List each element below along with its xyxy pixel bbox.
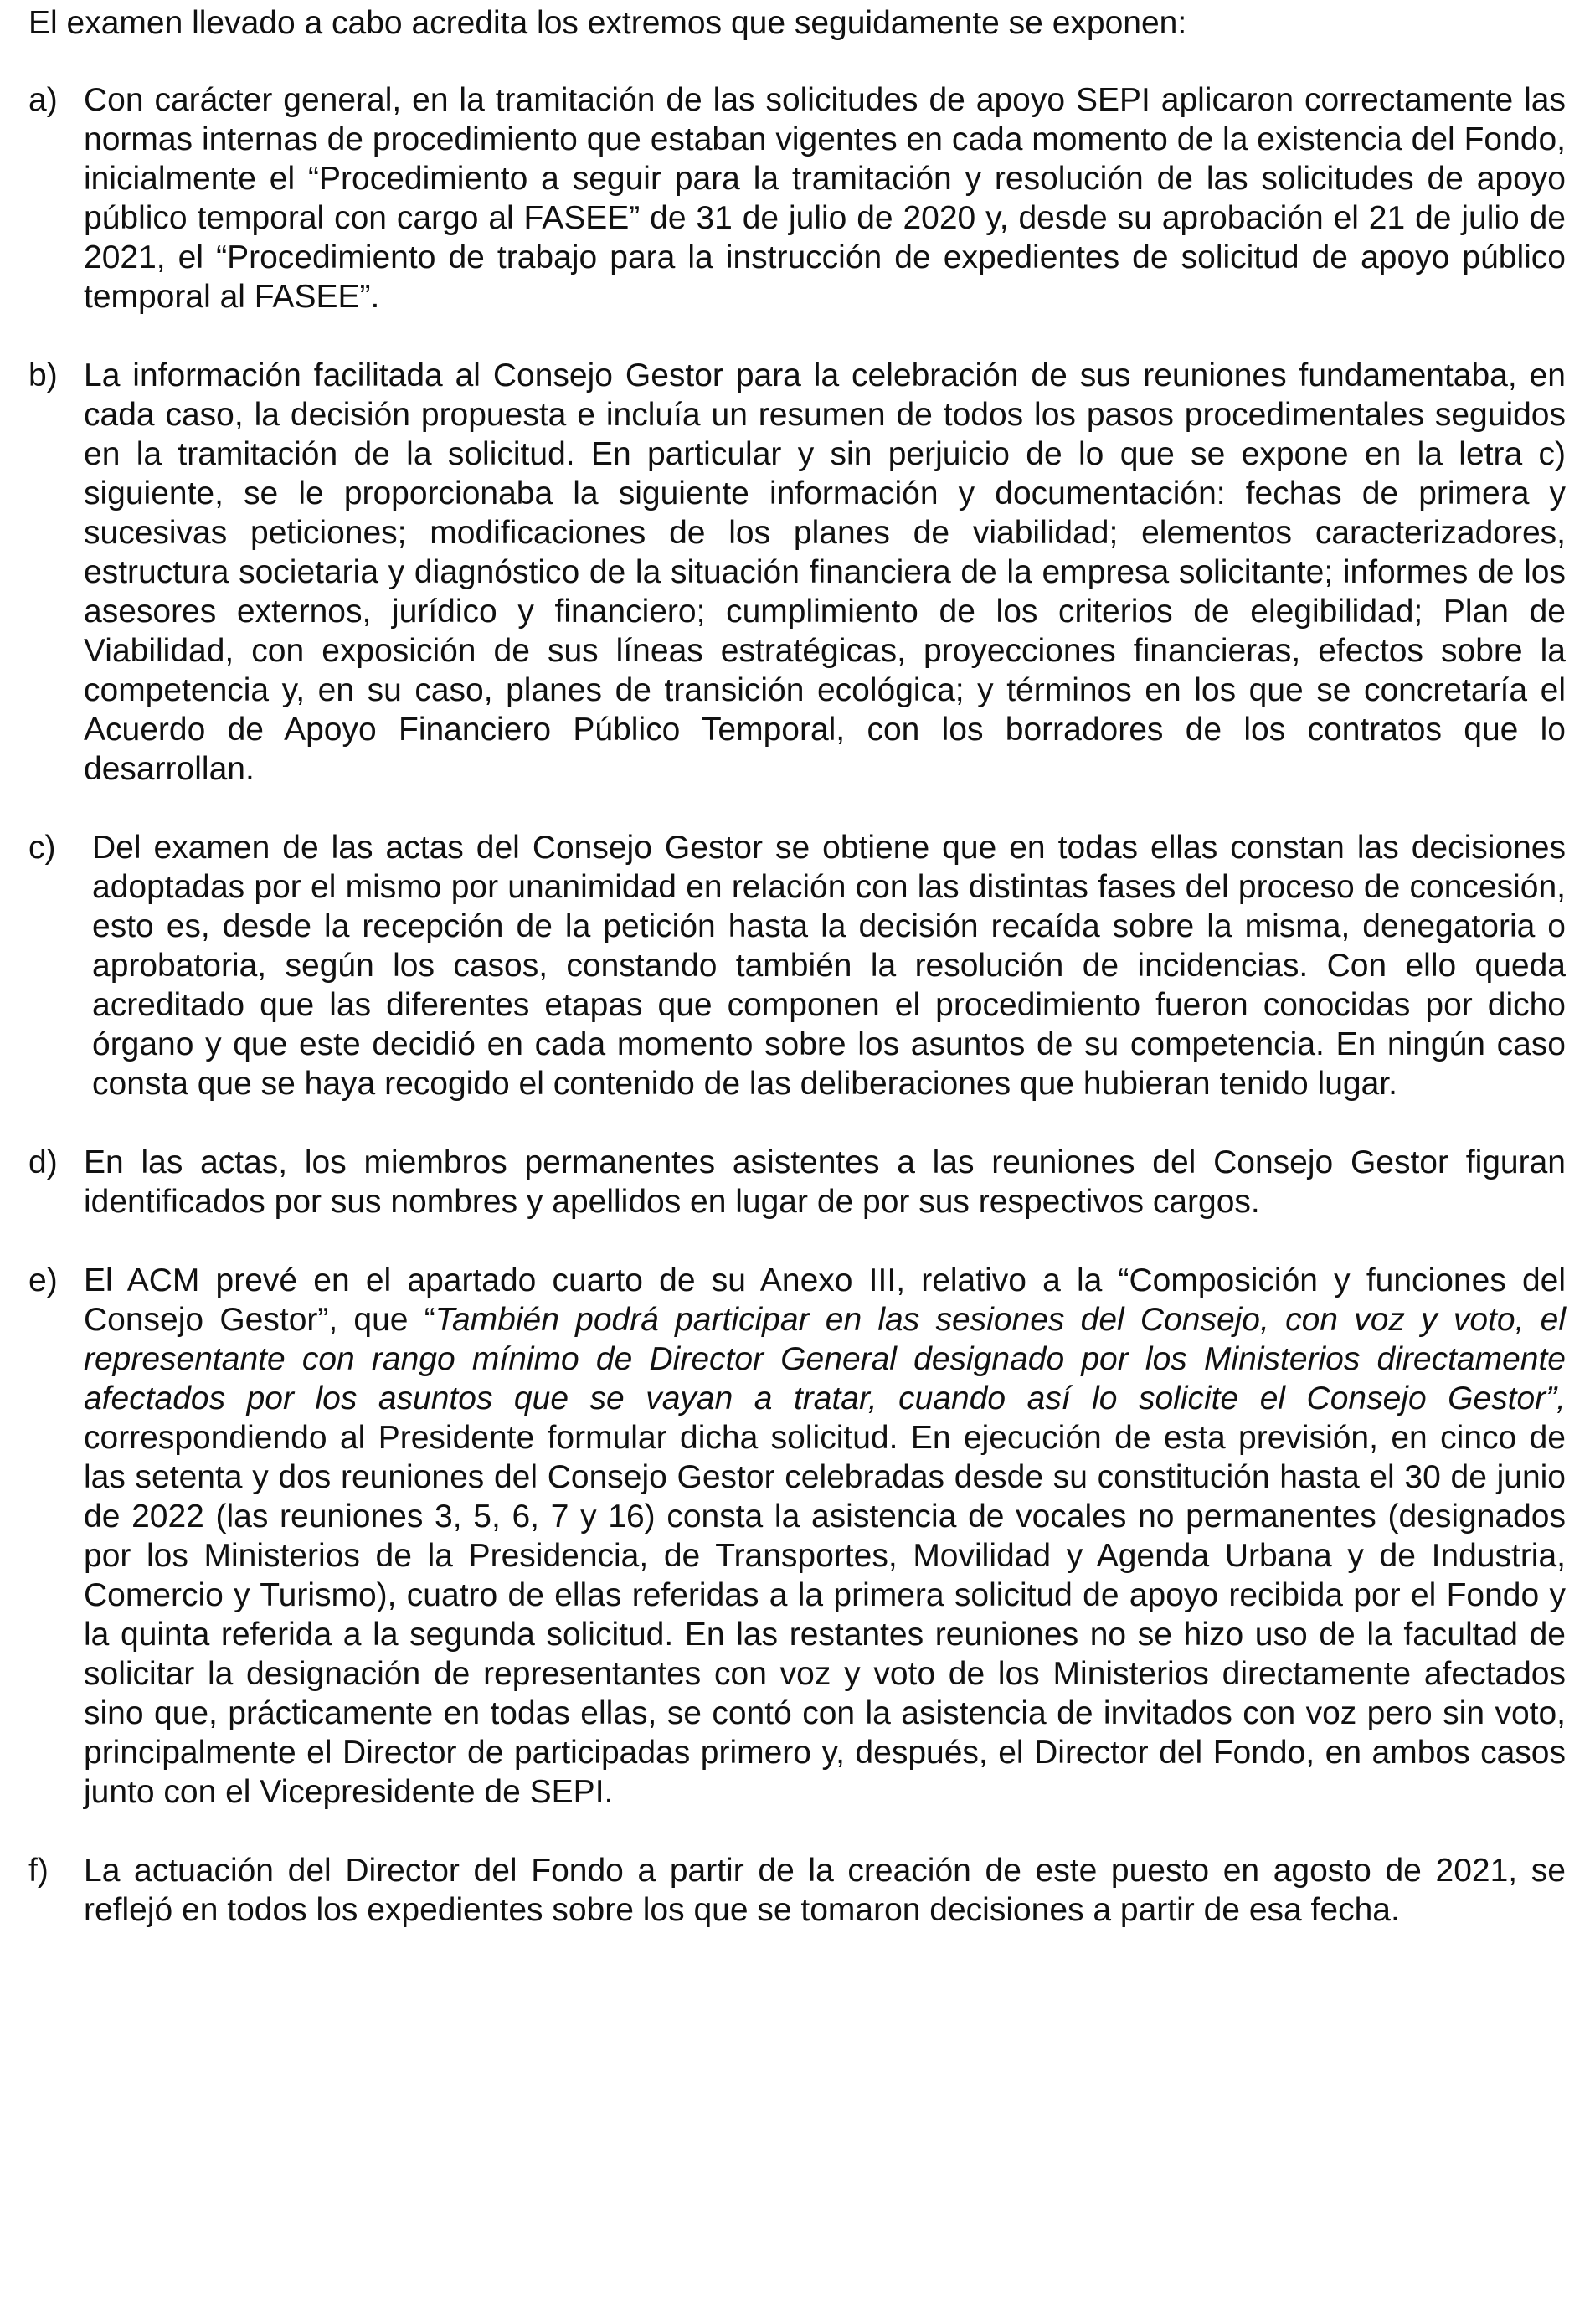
findings-list — [28, 80, 1566, 1930]
item-marker: b) — [28, 357, 58, 393]
item-marker: c) — [28, 830, 56, 866]
list-item — [28, 1851, 1566, 1930]
item-text-after: correspondiendo al Presidente formular dicha solicitud. En ejecución de esta previsión, en cinco de las setenta y dos reuniones del Consejo Gestor celebradas desde su constitución hasta el 30 de junio de 2022 (las reuniones 3, 5, 6, 7 y 16) consta la asistencia de vocales no permanentes (designados por los Ministerios de la Presidencia, de Transportes, Movilidad y Agenda Urbana y de Industria, Comercio y Turismo), cuatro de ellas referidas a la primera solicitud de apoyo recibida por el Fondo y la quinta referida a la segunda solicitud. En las restantes reuniones no se hizo uso de la facultad de solicitar la designación de representantes con voz y voto de los Ministerios directamente afectados sino que, prácticamente en todas ellas, se contó con la asistencia de invitados con voz pero sin voto, principalmente el Director de participadas primero y, después, el Director del Fondo, en ambos casos junto con el Vicepresidente de SEPI. — [84, 1420, 1566, 1810]
item-text: La información facilitada al Consejo Gestor para la celebración de sus reuniones fundamentaba, en cada caso, la decisión propuesta e incluía un resumen de todos los pasos procedimentales seguidos en la tramitación de la solicitud. En particular y sin perjuicio de lo que se expone en la letra c) siguiente, se le proporcionaba la siguiente información y documentación: fechas de primera y sucesivas peticiones; modificaciones de los planes de viabilidad; elementos caracterizadores, estructura societaria y diagnóstico de la situación financiera de la empresa solicitante; informes de los asesores externos, jurídico y financiero; cumplimiento de los criterios de elegibilidad; Plan de Viabilidad, con exposición de sus líneas estratégicas, proyecciones financieras, efectos sobre la competencia y, en su caso, planes de transición ecológica; y términos en los que se concretaría el Acuerdo de Apoyo Financiero Público Temporal, con los borradores de los contratos que lo desarrollan. — [84, 357, 1566, 787]
item-text: La actuación del Director del Fondo a partir de la creación de este puesto en agosto de 2021, se reflejó en todos los expedientes sobre los que se tomaron decisiones a partir de esa fecha. — [84, 1853, 1566, 1928]
item-marker: a) — [28, 82, 58, 118]
list-item — [28, 828, 1566, 1103]
item-marker: d) — [28, 1144, 58, 1180]
quoted-italic-text: También podrá participar en las sesiones del Consejo, con voz y voto, el representante con rango mínimo de Director General designado por los Ministerios directamente afectados por los asuntos que se vayan a tratar, cuando así lo solicite el Consejo Gestor”, — [84, 1302, 1567, 1417]
item-text: En las actas, los miembros permanentes asistentes a las reuniones del Consejo Gestor figuran identificados por sus nombres y apellidos en lugar de por sus respectivos cargos. — [84, 1144, 1566, 1220]
list-item — [28, 1143, 1566, 1221]
list-item — [28, 1261, 1566, 1812]
list-item — [28, 356, 1566, 789]
item-text — [84, 1261, 1566, 1812]
item-text: Del examen de las actas del Consejo Gestor se obtiene que en todas ellas constan las decisiones adoptadas por el mismo por unanimidad en relación con las distintas fases del proceso de concesión, esto es, desde la recepción de la petición hasta la decisión recaída sobre la misma, denegatoria o aprobatoria, según los casos, constando también la resolución de incidencias. Con ello queda acreditado que las diferentes etapas que componen el procedimiento fueron conocidas por dicho órgano y que este decidió en cada momento sobre los asuntos de su competencia. En ningún caso consta que se haya recogido el contenido de las deliberaciones que hubieran tenido lugar. — [92, 830, 1566, 1102]
item-text: Con carácter general, en la tramitación de las solicitudes de apoyo SEPI aplicaron correctamente las normas internas de procedimiento que estaban vigentes en cada momento de la existencia del Fondo, inicialmente el “Procedimiento a seguir para la tramitación y resolución de las solicitudes de apoyo público temporal con cargo al FASEE” de 31 de julio de 2020 y, desde su aprobación el 21 de julio de 2021, el “Procedimiento de trabajo para la instrucción de expedientes de solicitud de apoyo público temporal al FASEE”. — [84, 82, 1566, 315]
item-marker: e) — [28, 1262, 58, 1298]
item-text-before: El ACM prevé en el apartado cuarto de su Anexo III, relativo a la “Composición y funciones del Consejo Gestor”, que “ — [84, 1262, 1566, 1338]
document-page — [28, 0, 1566, 1969]
list-item — [28, 80, 1566, 316]
intro-paragraph: El examen llevado a cabo acredita los extremos que seguidamente se exponen: — [28, 5, 1187, 41]
item-marker: f) — [28, 1853, 49, 1889]
